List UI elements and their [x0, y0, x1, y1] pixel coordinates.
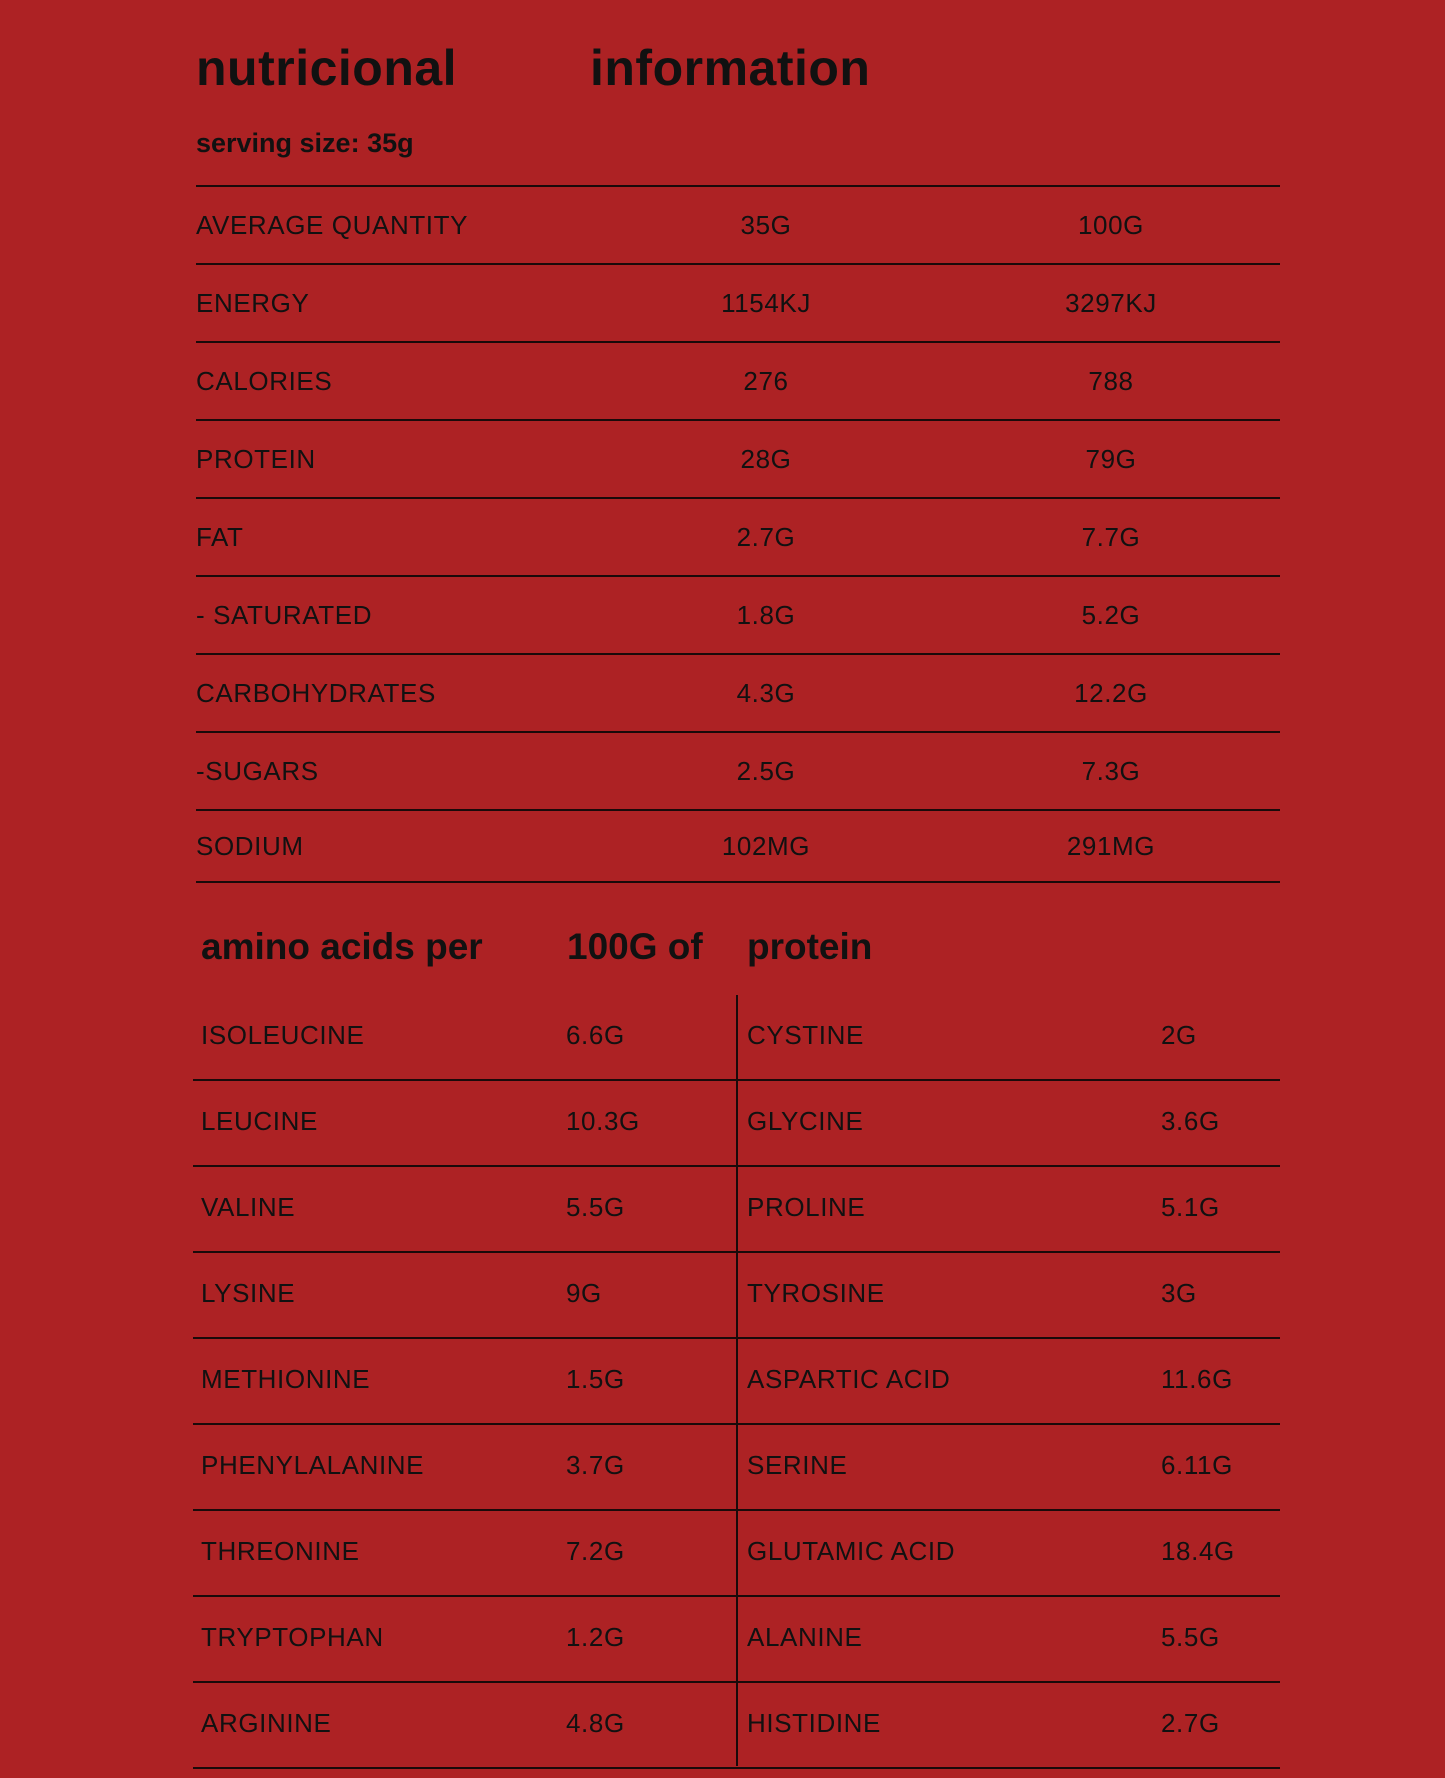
amino-row: [193, 1597, 1280, 1683]
amino-value-right: 5.5G: [1161, 1622, 1220, 1652]
nutrient-name: -SUGARS: [196, 756, 319, 786]
amino-name-right: GLYCINE: [747, 1106, 864, 1136]
header-average-quantity: AVERAGE QUANTITY: [196, 210, 469, 240]
nutrient-value-35g: 2.5G: [736, 756, 796, 786]
amino-name-right: ALANINE: [747, 1622, 863, 1652]
amino-value-left: 7.2G: [566, 1536, 625, 1566]
amino-value-right: 18.4G: [1161, 1536, 1235, 1566]
amino-acids-heading: [201, 922, 1101, 972]
serving-size: serving size: 35g: [196, 128, 414, 158]
amino-value-left: 4.8G: [566, 1708, 625, 1738]
nutrition-row: [196, 499, 1280, 577]
nutrient-name: CALORIES: [196, 366, 333, 396]
nutrient-value-100g: 5.2G: [1081, 600, 1141, 630]
nutrition-row: [196, 811, 1280, 883]
amino-value-right: 11.6G: [1161, 1364, 1233, 1394]
amino-acids-table: [193, 995, 1280, 1769]
amino-value-right: 5.1G: [1161, 1192, 1220, 1222]
header-col-100g: 100G: [1077, 210, 1144, 240]
amino-row: [193, 1425, 1280, 1511]
amino-row: [193, 1167, 1280, 1253]
nutrient-value-100g: 79G: [1085, 444, 1137, 474]
amino-name-left: ARGININE: [201, 1708, 332, 1738]
amino-value-left: 3.7G: [566, 1450, 625, 1480]
amino-row: [193, 1339, 1280, 1425]
nutrient-value-35g: 4.3G: [736, 678, 796, 708]
nutrient-name: PROTEIN: [196, 444, 316, 474]
amino-value-right: 3.6G: [1161, 1106, 1220, 1136]
amino-name-left: ISOLEUCINE: [201, 1020, 365, 1050]
amino-name-left: PHENYLALANINE: [201, 1450, 425, 1480]
amino-row: [193, 995, 1280, 1081]
nutrient-value-100g: 3297KJ: [1065, 288, 1157, 318]
amino-name-right: CYSTINE: [747, 1020, 864, 1050]
nutrient-name: - SATURATED: [196, 600, 373, 630]
amino-heading-part1: amino acids per: [201, 926, 483, 967]
title-word-nutricional: nutricional: [196, 40, 458, 96]
amino-name-left: TRYPTOPHAN: [201, 1622, 384, 1652]
amino-name-left: METHIONINE: [201, 1364, 371, 1394]
nutrient-value-35g: 2.7G: [736, 522, 796, 552]
amino-name-right: SERINE: [747, 1450, 848, 1480]
amino-row: [193, 1511, 1280, 1597]
nutrient-name: CARBOHYDRATES: [196, 678, 436, 708]
nutrient-name: ENERGY: [196, 288, 310, 318]
nutrition-table: [196, 185, 1280, 883]
amino-value-left: 10.3G: [566, 1106, 640, 1136]
title-word-information: information: [590, 40, 871, 96]
amino-heading-part3: protein: [747, 926, 873, 967]
nutrition-row: [196, 343, 1280, 421]
amino-name-right: PROLINE: [747, 1192, 866, 1222]
nutrient-value-100g: 788: [1088, 366, 1134, 396]
nutrition-row: [196, 265, 1280, 343]
nutrient-value-100g: 7.7G: [1081, 522, 1141, 552]
amino-value-left: 6.6G: [566, 1020, 625, 1050]
amino-value-right: 6.11G: [1161, 1450, 1233, 1480]
nutrient-value-35g: 1.8G: [736, 600, 796, 630]
amino-name-left: VALINE: [201, 1192, 296, 1222]
nutrition-row: [196, 733, 1280, 811]
amino-name-left: THREONINE: [201, 1536, 360, 1566]
amino-value-right: 2.7G: [1161, 1708, 1220, 1738]
nutrient-value-100g: 7.3G: [1081, 756, 1141, 786]
amino-value-left: 5.5G: [566, 1192, 625, 1222]
nutrition-row: [196, 421, 1280, 499]
nutrition-row: [196, 577, 1280, 655]
nutrient-value-35g: 1154KJ: [721, 288, 811, 318]
nutrient-value-35g: 276: [743, 366, 789, 396]
nutrition-row: [196, 655, 1280, 733]
nutrient-value-100g: 12.2G: [1074, 678, 1148, 708]
amino-value-right: 2G: [1161, 1020, 1197, 1050]
nutrient-value-35g: 28G: [740, 444, 792, 474]
amino-value-left: 1.2G: [566, 1622, 625, 1652]
amino-name-right: GLUTAMIC ACID: [747, 1536, 956, 1566]
amino-row: [193, 1253, 1280, 1339]
amino-heading-part2: 100G of: [567, 926, 703, 967]
nutrition-header-row: [196, 187, 1280, 265]
nutrient-value-35g: 102MG: [721, 831, 811, 861]
amino-value-left: 9G: [566, 1278, 602, 1308]
amino-value-right: 3G: [1161, 1278, 1197, 1308]
nutrient-value-100g: 291MG: [1066, 831, 1156, 861]
header-col-35g: 35G: [740, 210, 792, 240]
amino-name-right: HISTIDINE: [747, 1708, 881, 1738]
amino-value-left: 1.5G: [566, 1364, 625, 1394]
nutrient-name: SODIUM: [196, 831, 304, 861]
amino-name-right: ASPARTIC ACID: [747, 1364, 951, 1394]
nutrient-name: FAT: [196, 522, 244, 552]
amino-name-right: TYROSINE: [747, 1278, 885, 1308]
amino-row: [193, 1081, 1280, 1167]
amino-name-left: LYSINE: [201, 1278, 296, 1308]
amino-row: [193, 1683, 1280, 1769]
amino-name-left: LEUCINE: [201, 1106, 318, 1136]
